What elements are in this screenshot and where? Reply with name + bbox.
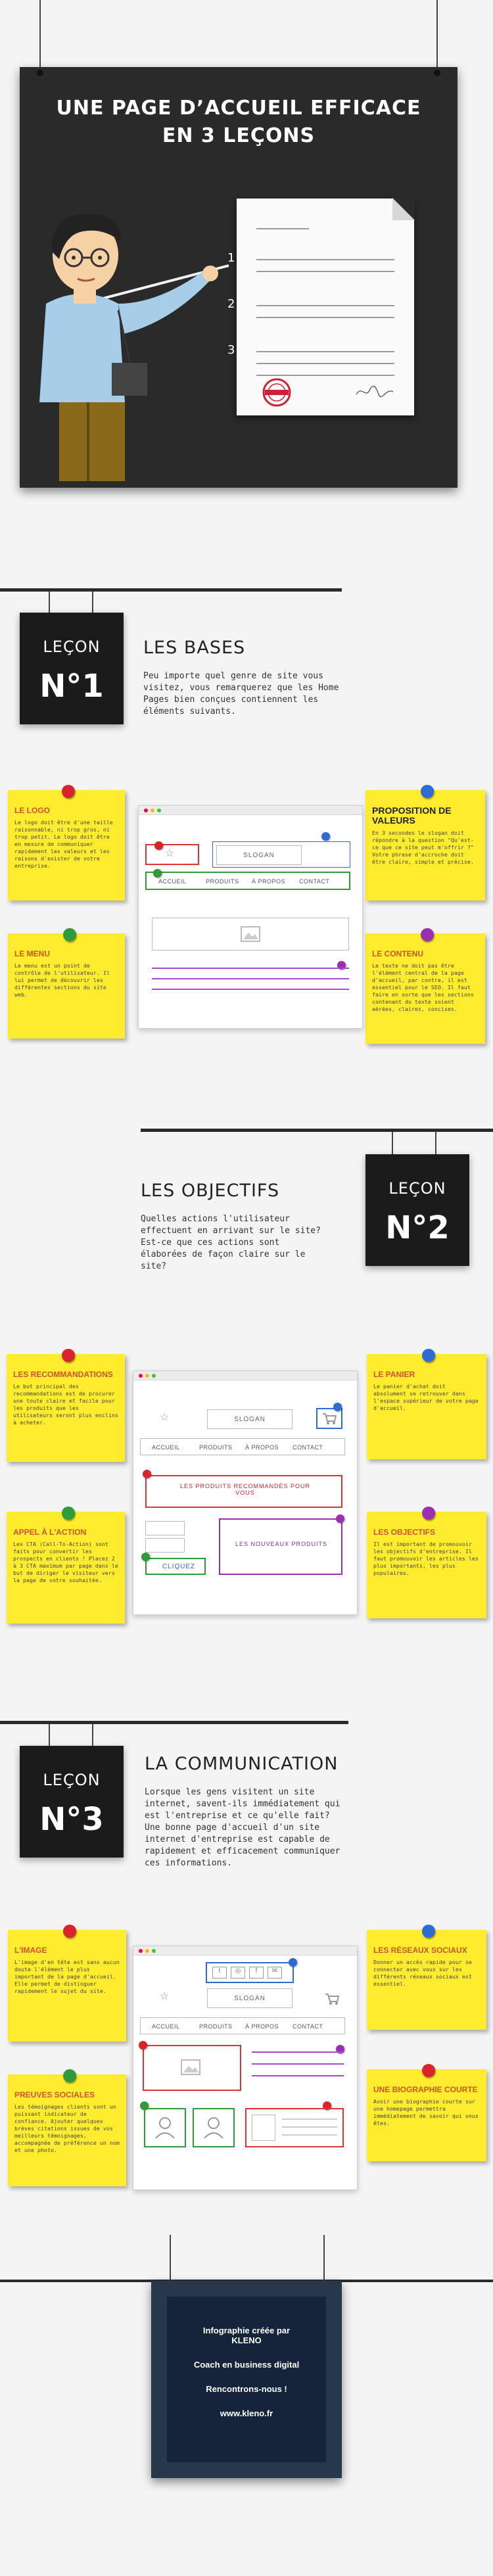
lesson-card-number: N°3	[39, 1801, 104, 1838]
nav-item: À PROPOS	[252, 878, 286, 885]
pushpin-icon	[422, 1925, 435, 1938]
bio-image-placeholder	[252, 2115, 275, 2141]
note-social-proof	[8, 2074, 126, 2186]
note-recommendations	[7, 1354, 125, 1462]
hanging-string	[435, 1132, 436, 1156]
footer-website-link[interactable]: www.kleno.fr	[220, 2408, 273, 2418]
checklist-document	[227, 199, 414, 415]
hero-poster	[20, 67, 458, 488]
pushpin-icon	[154, 841, 163, 850]
nav-item: CONTACT	[293, 2023, 323, 2030]
signature-icon	[355, 384, 394, 400]
shopping-cart-icon	[324, 1992, 340, 2005]
note-title: PROPOSITION DE VALEURS	[372, 805, 452, 826]
browser-bar	[133, 1946, 357, 1955]
slogan-highlight	[212, 841, 350, 868]
new-products-label: LES NOUVEAUX PRODUITS	[235, 1541, 328, 1547]
hero-title-line2: EN 3 LEÇONS	[162, 124, 316, 147]
list-placeholder	[145, 1538, 185, 1553]
facebook-icon[interactable]: f	[249, 1967, 264, 1979]
slogan-text: SLOGAN	[234, 1995, 266, 2002]
pushpin-icon	[321, 832, 330, 841]
pushpin-icon	[333, 1403, 342, 1411]
pushpin-icon	[62, 1507, 75, 1520]
list-placeholder	[145, 1521, 185, 1535]
nav-item: À PROPOS	[245, 2023, 279, 2030]
pushpin-icon	[63, 2069, 76, 2082]
hanging-string	[92, 592, 93, 615]
lesson-card-number: N°2	[385, 1209, 450, 1246]
teacher-character-icon	[20, 205, 237, 488]
doc-line	[256, 271, 394, 272]
nav-item: ACCUEIL	[158, 878, 187, 885]
hanging-string	[436, 0, 438, 71]
twitter-icon[interactable]: t	[212, 1967, 227, 1979]
note-body: Avoir une biographie courte sur une homepage permettra immédiatement de savoir qui vous êtes.	[373, 2098, 479, 2126]
note-call-to-action	[7, 1512, 125, 1624]
shopping-cart-icon	[321, 1412, 337, 1425]
hanging-string	[92, 1724, 93, 1748]
note-goals	[367, 1512, 486, 1618]
image-icon	[241, 926, 260, 942]
hanging-string	[49, 592, 50, 615]
footer-credit-poster	[151, 2281, 342, 2478]
nav-item: PRODUITS	[206, 878, 239, 885]
nav-item: ACCUEIL	[152, 2023, 180, 2030]
note-title: LE MENU	[14, 949, 50, 958]
hanging-string	[392, 1132, 393, 1156]
note-title: PREUVES SOCIALES	[14, 2090, 95, 2099]
pushpin-icon	[153, 869, 162, 878]
doc-line	[256, 351, 394, 352]
note-social-networks	[367, 1930, 486, 2030]
image-icon	[181, 2059, 200, 2075]
slogan-text: SLOGAN	[243, 852, 275, 859]
doc-line	[256, 305, 394, 306]
section-title: LES BASES	[143, 638, 246, 658]
note-body: L'image d'en tête est sans aucun doute l'élément le plus important de la page d'accueil. Elle permet de distinguer rapidement le sujet du site.	[14, 1959, 120, 1994]
doc-line	[256, 363, 394, 364]
note-body: Le but principal des recommandations est de procurer une toute claire et facile pour les produits que les utilisateurs seront plus enclins à acheter.	[13, 1383, 118, 1426]
pushpin-icon	[421, 785, 434, 798]
doc-number-3: 3	[227, 343, 235, 357]
pushpin-icon	[422, 2064, 435, 2077]
cta-button-label: CLIQUEZ	[162, 1563, 196, 1570]
note-body: Le panier d'achat doit absolument se retrouver dans l'espace supérieur de votre page d'accueil.	[373, 1383, 479, 1411]
note-body: En 3 secondes le slogan doit répondre à la question "Qu'est-ce que ce site peut m'offrir ?" Votre phrase d'accroche doit être claire, simple et précise.	[372, 830, 474, 865]
section-title: LA COMMUNICATION	[145, 1754, 339, 1774]
pushpin-icon	[336, 1514, 344, 1523]
browser-bar	[133, 1371, 357, 1380]
note-image	[8, 1930, 126, 2042]
note-body: Le logo doit être d'une taille raisonnable, ni trop gros, ni trop petit. Le logo doit être en mesure de communiquer rapidement les valeurs et les raisons d'exister de votre entreprise.	[14, 819, 113, 869]
footer-tagline: Coach en business digital	[193, 2360, 300, 2370]
note-title: L'IMAGE	[14, 1946, 47, 1955]
footer-cta: Rencontrons-nous !	[206, 2384, 287, 2394]
stamp-icon	[260, 376, 293, 409]
nav-item: ACCUEIL	[152, 1444, 180, 1451]
nav-item: PRODUITS	[199, 2023, 233, 2030]
lesson-card-word: LEÇON	[43, 638, 101, 656]
footer-brand: KLENO	[231, 2335, 262, 2345]
note-title: LE PANIER	[373, 1370, 415, 1379]
note-body: Les CTA (Call-To-Action) sont faits pour convertir les prospects en clients ! Placez 2 à 3 CTA maximum par page dans le but de diriger le visiteur vers la page de votre souhaitée.	[13, 1541, 118, 1583]
hanging-string	[170, 2235, 171, 2282]
note-body: Il est important de promouvoir les objectifs d'entreprise. Il faut promouvoir les articles les plus importants, les plus populaires.	[373, 1541, 479, 1576]
section-divider	[141, 1129, 493, 1132]
pushpin-icon	[289, 1958, 297, 1967]
lesson-card-number: N°1	[39, 668, 104, 705]
doc-heading-line	[256, 228, 309, 229]
note-logo	[8, 790, 125, 901]
section-intro: Quelles actions l'utilisateur effectuent en arrivant sur le site? Est-ce que ces actions sont élaborées de façon claire sur le site?	[141, 1214, 321, 1271]
pushpin-icon	[422, 1507, 435, 1520]
hanging-string	[49, 1724, 50, 1748]
nav-item: CONTACT	[293, 1444, 323, 1451]
poster-pin	[434, 70, 440, 76]
recommended-products-label: LES PRODUITS RECOMMANDÉS POUR VOUS	[179, 1483, 311, 1496]
note-body: Donner un accès rapide pour se connecter avec vous sur les différents réseaux sociaux est essentiel.	[373, 1959, 472, 1987]
note-value-proposition	[365, 790, 485, 901]
nav-item: PRODUITS	[199, 1444, 233, 1451]
nav-item: À PROPOS	[245, 1444, 279, 1451]
pushpin-icon	[62, 1349, 75, 1362]
avatar-icon	[154, 2116, 176, 2140]
note-title: APPEL À L'ACTION	[13, 1528, 87, 1537]
note-short-bio	[367, 2069, 486, 2161]
lesson-card-2	[365, 1154, 469, 1266]
doc-number-1: 1	[227, 251, 235, 265]
note-title: LES RECOMMANDATIONS	[13, 1370, 113, 1379]
slogan-text: SLOGAN	[234, 1416, 266, 1423]
avatar-icon	[203, 2116, 224, 2140]
folded-corner	[392, 198, 415, 220]
nav-item: CONTACT	[299, 878, 330, 885]
doc-number-2: 2	[227, 297, 235, 311]
pushpin-icon	[63, 1925, 76, 1938]
pushpin-icon	[421, 928, 434, 941]
pushpin-icon	[141, 1553, 150, 1561]
section-intro: Lorsque les gens visitent un site internet, savent-ils immédiatement qui est l'entreprise et ce qu'elle fait? Une bonne page d'accueil d'un site internet d'entreprise est capable de rapidement et efficacement communiquer ces informations.	[145, 1787, 340, 1868]
note-title: LE LOGO	[14, 806, 50, 815]
section-intro: Peu importe quel genre de site vous visitez, vous remarquerez que les Home Pages bien conçues contiennent les éléments suivants.	[143, 671, 339, 716]
note-body: Les témoignages clients sont un puissant indicateur de confiance. Ajouter quelques brèves citations issues de vos meilleurs témoignages, accompagnée de préférence un nom et une photo.	[14, 2103, 120, 2153]
pushpin-icon	[62, 785, 75, 798]
lesson-card-3	[20, 1746, 124, 1858]
lesson-card-1	[20, 613, 124, 724]
note-title: LE CONTENU	[372, 949, 423, 958]
pushpin-icon	[143, 1470, 151, 1478]
wireframe-browser-3	[133, 1946, 358, 2190]
note-title: LES OBJECTIFS	[373, 1528, 436, 1537]
poster-pin	[37, 70, 43, 76]
star-logo-icon: ☆	[160, 1412, 170, 1423]
pushpin-icon	[422, 1349, 435, 1362]
star-logo-icon: ☆	[165, 848, 175, 859]
note-cart	[367, 1354, 486, 1459]
note-menu	[8, 933, 125, 1039]
note-body: Le texte ne doit pas être l'élément central de la page d'accueil, par contre, il est essentiel pour le SEO. Il faut faire en sorte que les sections contenant du texte soient aérées, claires, concises.	[372, 962, 474, 1012]
hero-title-line1: UNE PAGE D’ACCUEIL EFFICACE	[56, 97, 421, 120]
section-divider	[0, 1721, 348, 1724]
doc-line	[256, 317, 394, 318]
instagram-icon[interactable]: ◎	[231, 1967, 245, 1979]
hanging-string	[39, 0, 41, 71]
wireframe-browser-2	[133, 1370, 358, 1615]
section-title: LES OBJECTIFS	[141, 1181, 280, 1201]
mail-icon[interactable]: ✉	[268, 1967, 282, 1979]
section-divider	[0, 588, 342, 592]
pushpin-icon	[139, 2041, 147, 2049]
lesson-card-word: LEÇON	[43, 1771, 101, 1789]
browser-bar	[139, 806, 362, 815]
lesson-card-word: LEÇON	[388, 1179, 446, 1198]
footer-credit-line: Infographie créée par	[202, 2326, 291, 2335]
wireframe-browser-1	[138, 805, 363, 1029]
hero-title	[20, 95, 458, 150]
note-title: UNE BIOGRAPHIE COURTE	[373, 2085, 478, 2094]
footer-inner-panel	[167, 2297, 326, 2462]
note-title: LES RÉSEAUX SOCIAUX	[373, 1946, 467, 1955]
pushpin-icon	[63, 928, 76, 941]
hanging-string	[323, 2235, 325, 2282]
doc-line	[256, 259, 394, 260]
note-body: Le menu est un point de contrôle de l'utilisateur. Il lui permet de découvrir les différentes sections du site web.	[14, 962, 110, 998]
star-logo-icon: ☆	[160, 1991, 170, 2002]
note-content	[365, 933, 485, 1044]
